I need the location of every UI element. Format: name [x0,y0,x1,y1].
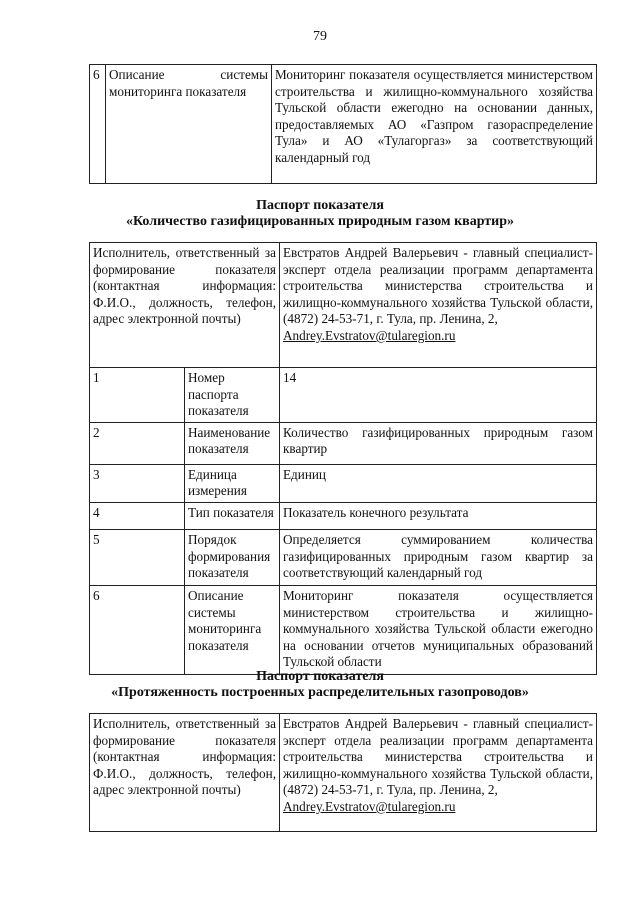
row-value: Единиц [280,464,597,502]
table-row [90,585,597,674]
passport-subtitle: «Протяженность построенных распределительных газопроводов» [111,685,529,700]
row-label: Тип показателя [185,502,280,529]
passport-subtitle: «Количество газифицированных природным газом квартир» [125,214,515,229]
table-row [90,464,597,502]
executor-email-link[interactable]: Andrey.Evstratov@tularegion.ru [283,798,456,814]
row-number: 2 [90,422,185,464]
page-number: 79 [313,29,327,44]
table-row [90,502,597,529]
table-row [90,65,597,184]
table-row [90,368,597,423]
row-number: 3 [90,464,185,502]
table-row [90,714,597,832]
executor-value [280,714,597,832]
row-value: Мониторинг показателя осуществляется министерством строительства и жилищно-коммунального хозяйства Тульской области ежегодно на основании отчетов муниципальных образований Тульской области [280,585,597,674]
passport-table [89,713,597,832]
executor-email-link[interactable]: Andrey.Evstratov@tularegion.ru [283,327,456,343]
executor-text: Евстратов Андрей Валерьевич - главный специалист-эксперт отдела реализации программ департамента строительства министерства строительства и жилищно-коммунального хозяйства Тульской области, (4872) 24-53-71, г. Тула, пр. Ленина, 2, [283,716,593,798]
executor-value [280,243,597,368]
row-label: Порядок формирования показателя [185,529,280,585]
executor-label: Исполнитель, ответственный за формирование показателя (контактная информация: Ф.И.О., должность, телефон, адрес электронной почты) [90,243,280,368]
passport-title: Паспорт показателя [256,198,384,213]
row-value: 14 [280,368,597,423]
row-number: 5 [90,529,185,585]
executor-label: Исполнитель, ответственный за формирование показателя (контактная информация: Ф.И.О., должность, телефон, адрес электронной почты) [90,714,280,832]
table-row [90,529,597,585]
row-label: Наименование показателя [185,422,280,464]
row-label: Единица измерения [185,464,280,502]
passport-title: Паспорт показателя [256,669,384,684]
row-label: Номер паспорта показателя [185,368,280,423]
passport-table [89,242,597,675]
row-value: Количество газифицированных природным газом квартир [280,422,597,464]
row-value: Определяется суммированием количества газифицированных природным газом квартир за соответствующий календарный год [280,529,597,585]
row-value: Мониторинг показателя осуществляется министерством строительства и жилищно-коммунального хозяйства Тульской области ежегодно на основании данных, предоставляемых АО «Газпром газораспределение Тула» и АО «Тулагоргаз» за соответствующий календарный год [272,65,597,184]
row-number: 6 [90,65,106,184]
row-number: 4 [90,502,185,529]
indicator-table-continued [89,64,597,184]
executor-text: Евстратов Андрей Валерьевич - главный специалист-эксперт отдела реализации программ департамента строительства министерства строительства и жилищно-коммунального хозяйства Тульской области, (4872) 24-53-71, г. Тула, пр. Ленина, 2, [283,245,593,327]
table-row [90,243,597,368]
row-value: Показатель конечного результата [280,502,597,529]
row-number: 6 [90,585,185,674]
row-label: Описание системы мониторинга показателя [106,65,272,184]
table-row [90,422,597,464]
row-number: 1 [90,368,185,423]
row-label: Описание системы мониторинга показателя [185,585,280,674]
